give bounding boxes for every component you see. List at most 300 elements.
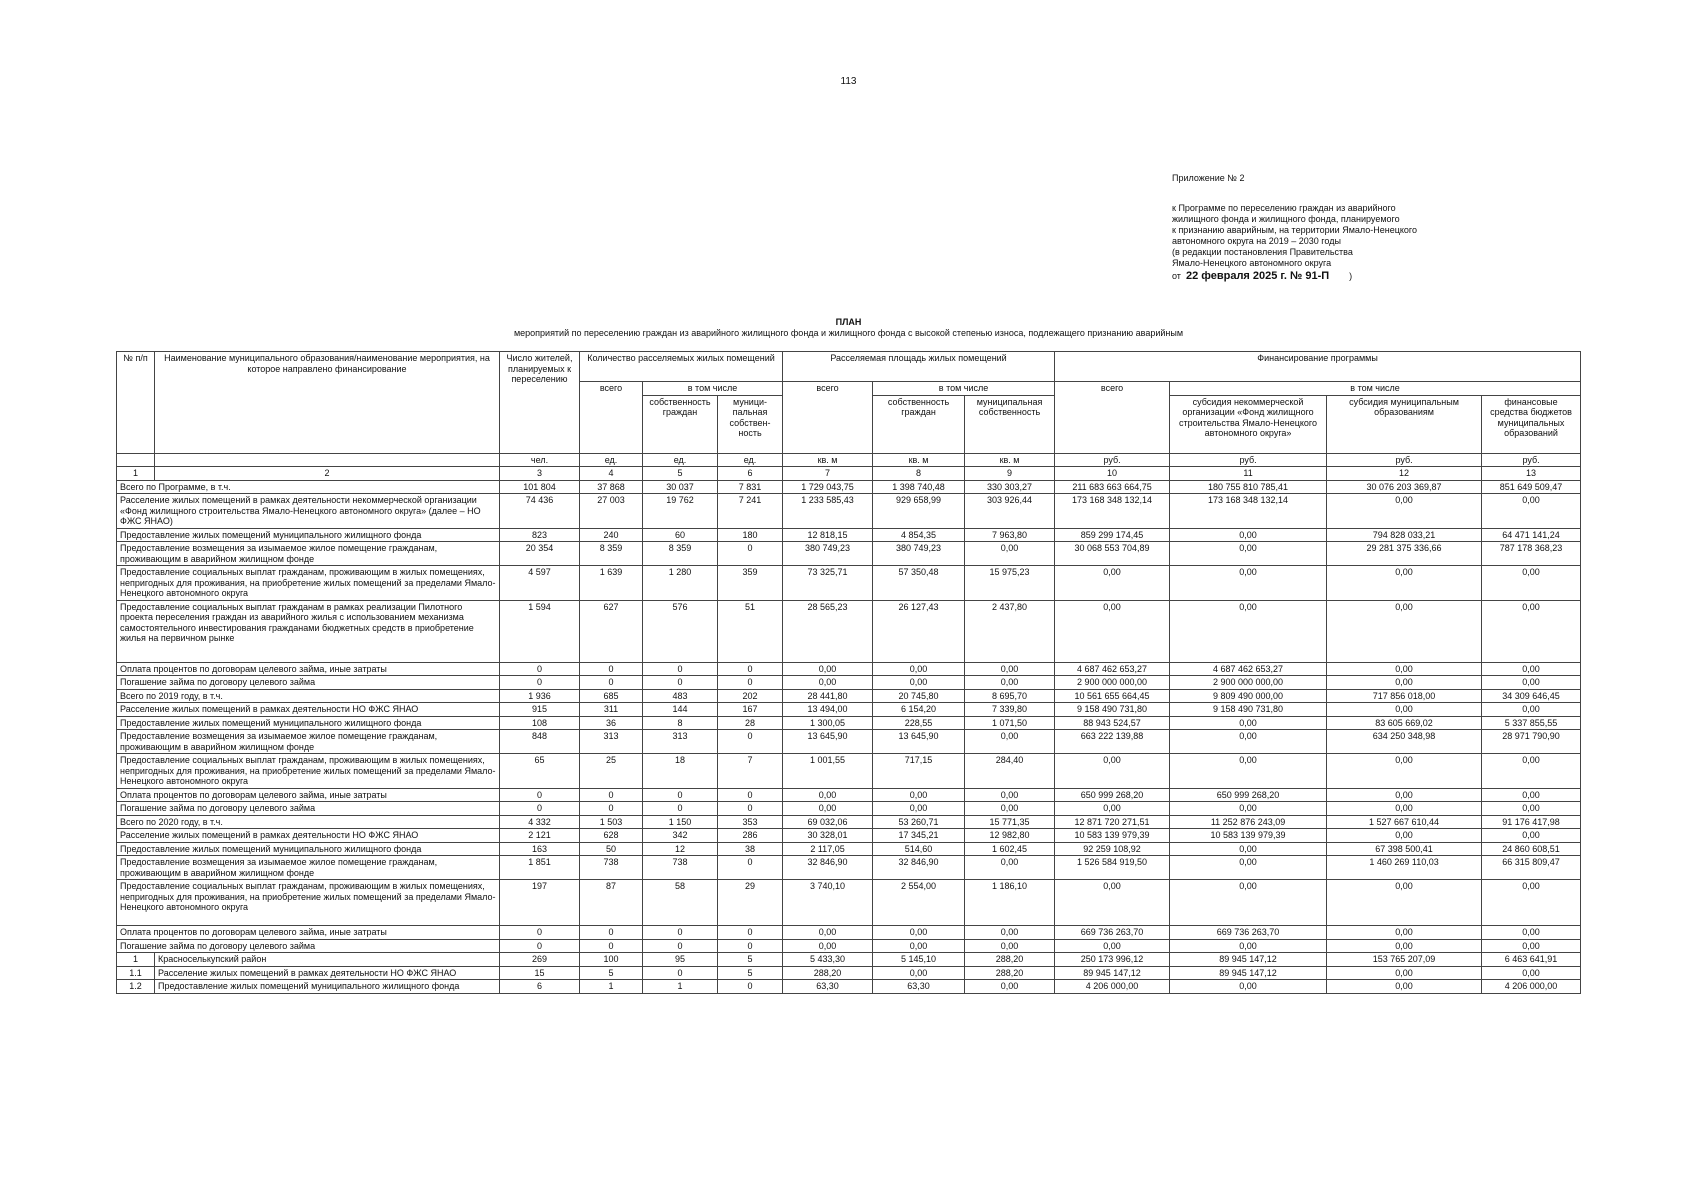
value-cell: 28 971 790,90	[1482, 730, 1581, 754]
header-finance-group: Финансирование программы	[1055, 352, 1581, 382]
header-area-group: Расселяемая площадь жилых помещений	[783, 352, 1055, 382]
page-number: 113	[840, 76, 857, 87]
value-cell: 0,00	[783, 926, 873, 940]
value-cell: 100	[580, 953, 643, 967]
value-cell: 29	[718, 880, 783, 926]
value-cell: 211 683 663 664,75	[1055, 480, 1170, 494]
date-value: 22 февраля 2025 г. № 91-П	[1185, 270, 1330, 282]
unit-cell: ед.	[643, 453, 718, 467]
value-cell: 359	[718, 566, 783, 601]
row-name: Предоставление возмещения за изымаемое жилое помещение гражданам, проживающим в аварийном жилищном фонде	[117, 542, 500, 566]
unit-cell: чел.	[500, 453, 580, 467]
table-row	[117, 730, 1581, 754]
value-cell: 5	[580, 966, 643, 980]
value-cell: 0	[718, 788, 783, 802]
unit-cell: руб.	[1482, 453, 1581, 467]
value-cell: 0,00	[1170, 528, 1327, 542]
unit-cell: кв. м	[873, 453, 965, 467]
value-cell: 0,00	[1170, 880, 1327, 926]
column-number-cell: 10	[1055, 467, 1170, 481]
row-name: Погашение займа по договору целевого займа	[117, 939, 500, 953]
value-cell: 0,00	[1327, 788, 1482, 802]
column-number-cell: 3	[500, 467, 580, 481]
value-cell: 2 117,05	[783, 842, 873, 856]
appendix-line: жилищного фонда и жилищного фонда, планируемого	[1172, 214, 1400, 224]
column-number-cell: 5	[643, 467, 718, 481]
header-premises-group: Количество расселяемых жилых помещений	[580, 352, 783, 382]
value-cell: 0	[580, 926, 643, 940]
value-cell: 0,00	[873, 802, 965, 816]
value-cell: 7 963,80	[965, 528, 1055, 542]
appendix-line: автономного округа на 2019 – 2030 годы	[1172, 236, 1341, 246]
value-cell: 10 583 139 979,39	[1055, 829, 1170, 843]
table-row	[117, 856, 1581, 880]
value-cell: 6 463 641,91	[1482, 953, 1581, 967]
value-cell: 11 252 876 243,09	[1170, 815, 1327, 829]
row-name: Предоставление жилых помещений муниципального жилищного фонда	[117, 528, 500, 542]
value-cell: 9 809 490 000,00	[1170, 689, 1327, 703]
table-row	[117, 980, 1581, 994]
header-subsidy-nko: субсидия некоммерческой организации «Фонд жилищного строительства Ямало-Ненецкого автономного округа»	[1170, 395, 1327, 453]
value-cell: 228,55	[873, 716, 965, 730]
header-area-citizens: собственность граждан	[873, 395, 965, 453]
value-cell: 95	[643, 953, 718, 967]
value-cell: 0,00	[783, 802, 873, 816]
value-cell: 0,00	[783, 662, 873, 676]
row-name: Погашение займа по договору целевого займа	[117, 802, 500, 816]
value-cell: 1 594	[500, 600, 580, 662]
table-row	[117, 480, 1581, 494]
appendix-line: к Программе по переселению граждан из аварийного	[1172, 203, 1396, 213]
value-cell: 173 168 348 132,14	[1170, 494, 1327, 529]
column-number-cell: 11	[1170, 467, 1327, 481]
value-cell: 0	[718, 802, 783, 816]
value-cell: 6	[500, 980, 580, 994]
row-name: Предоставление возмещения за изымаемое жилое помещение гражданам, проживающим в аварийном жилищном фонде	[117, 856, 500, 880]
value-cell: 0,00	[1327, 703, 1482, 717]
value-cell: 0	[718, 542, 783, 566]
value-cell: 0	[500, 939, 580, 953]
unit-cell: ед.	[718, 453, 783, 467]
value-cell: 380 749,23	[783, 542, 873, 566]
header-residents: Число жителей, планируемых к переселению	[500, 352, 580, 454]
column-number-cell: 2	[155, 467, 500, 481]
value-cell: 88 943 524,57	[1055, 716, 1170, 730]
value-cell: 0	[500, 926, 580, 940]
header-num: № п/п	[117, 352, 155, 454]
value-cell: 915	[500, 703, 580, 717]
value-cell: 180 755 810 785,41	[1170, 480, 1327, 494]
table-row	[117, 542, 1581, 566]
value-cell: 4 687 462 653,27	[1055, 662, 1170, 676]
table-row	[117, 939, 1581, 953]
value-cell: 0,00	[965, 856, 1055, 880]
value-cell: 29 281 375 336,66	[1327, 542, 1482, 566]
value-cell: 30 068 553 704,89	[1055, 542, 1170, 566]
value-cell: 4 206 000,00	[1055, 980, 1170, 994]
header-name: Наименование муниципального образования/наименование мероприятия, на которое направлено финансирование	[155, 352, 500, 454]
header-premises-total: всего	[580, 382, 643, 454]
value-cell: 0,00	[1327, 966, 1482, 980]
value-cell: 67 398 500,41	[1327, 842, 1482, 856]
value-cell: 0	[718, 662, 783, 676]
value-cell: 0	[643, 676, 718, 690]
appendix-block	[1172, 173, 1472, 282]
value-cell: 1 936	[500, 689, 580, 703]
value-cell: 3 740,10	[783, 880, 873, 926]
value-cell: 13 645,90	[783, 730, 873, 754]
value-cell: 50	[580, 842, 643, 856]
value-cell: 73 325,71	[783, 566, 873, 601]
value-cell: 4 206 000,00	[1482, 980, 1581, 994]
value-cell: 0,00	[783, 676, 873, 690]
value-cell: 669 736 263,70	[1055, 926, 1170, 940]
table-row	[117, 676, 1581, 690]
value-cell: 38	[718, 842, 783, 856]
value-cell: 669 736 263,70	[1170, 926, 1327, 940]
value-cell: 0,00	[1482, 788, 1581, 802]
value-cell: 738	[643, 856, 718, 880]
value-cell: 342	[643, 829, 718, 843]
value-cell: 1 851	[500, 856, 580, 880]
value-cell: 74 436	[500, 494, 580, 529]
value-cell: 18	[643, 754, 718, 789]
value-cell: 787 178 368,23	[1482, 542, 1581, 566]
value-cell: 859 299 174,45	[1055, 528, 1170, 542]
plan-table	[116, 351, 1581, 994]
value-cell: 794 828 033,21	[1327, 528, 1482, 542]
value-cell: 30 076 203 369,87	[1327, 480, 1482, 494]
value-cell: 9 158 490 731,80	[1055, 703, 1170, 717]
value-cell: 24 860 608,51	[1482, 842, 1581, 856]
table-row	[117, 880, 1581, 926]
value-cell: 311	[580, 703, 643, 717]
value-cell: 0	[643, 788, 718, 802]
row-name: Расселение жилых помещений в рамках деятельности НО ФЖС ЯНАО	[117, 829, 500, 843]
value-cell: 380 749,23	[873, 542, 965, 566]
value-cell: 28	[718, 716, 783, 730]
value-cell: 0,00	[1170, 842, 1327, 856]
appendix-line: Ямало-Ненецкого автономного округа	[1172, 258, 1332, 268]
value-cell: 0,00	[1482, 566, 1581, 601]
value-cell: 0	[718, 856, 783, 880]
value-cell: 0,00	[1327, 802, 1482, 816]
value-cell: 1 460 269 110,03	[1327, 856, 1482, 880]
value-cell: 628	[580, 829, 643, 843]
value-cell: 92 259 108,92	[1055, 842, 1170, 856]
value-cell: 180	[718, 528, 783, 542]
value-cell: 0,00	[783, 788, 873, 802]
value-cell: 0,00	[1055, 939, 1170, 953]
value-cell: 12 818,15	[783, 528, 873, 542]
header-finance-including: в том числе	[1170, 382, 1581, 396]
value-cell: 0,00	[1327, 880, 1482, 926]
row-name: Оплата процентов по договорам целевого займа, иные затраты	[117, 788, 500, 802]
value-cell: 738	[580, 856, 643, 880]
value-cell: 7 339,80	[965, 703, 1055, 717]
value-cell: 1 001,55	[783, 754, 873, 789]
value-cell: 1 602,45	[965, 842, 1055, 856]
value-cell: 0,00	[1482, 966, 1581, 980]
value-cell: 286	[718, 829, 783, 843]
value-cell: 58	[643, 880, 718, 926]
value-cell: 0	[580, 939, 643, 953]
value-cell: 0	[643, 926, 718, 940]
value-cell: 0,00	[965, 730, 1055, 754]
row-name: Предоставление социальных выплат гражданам, проживающим в жилых помещениях, непригодных для проживания, на приобретение жилых помещений за пределами Ямало-Ненецкого автономного округа	[117, 880, 500, 926]
value-cell: 851 649 509,47	[1482, 480, 1581, 494]
value-cell: 0,00	[1482, 939, 1581, 953]
value-cell: 0,00	[1170, 600, 1327, 662]
value-cell: 0,00	[1170, 802, 1327, 816]
units-row	[117, 453, 1581, 467]
column-number-cell: 7	[783, 467, 873, 481]
value-cell: 650 999 268,20	[1055, 788, 1170, 802]
value-cell: 15 975,23	[965, 566, 1055, 601]
value-cell: 0,00	[1170, 856, 1327, 880]
value-cell: 0	[500, 788, 580, 802]
table-row	[117, 716, 1581, 730]
value-cell: 0,00	[873, 788, 965, 802]
value-cell: 634 250 348,98	[1327, 730, 1482, 754]
value-cell: 1	[643, 980, 718, 994]
value-cell: 0	[643, 802, 718, 816]
value-cell: 6 154,20	[873, 703, 965, 717]
unit-cell: руб.	[1055, 453, 1170, 467]
value-cell: 108	[500, 716, 580, 730]
value-cell: 288,20	[965, 953, 1055, 967]
value-cell: 1 280	[643, 566, 718, 601]
value-cell: 0,00	[965, 676, 1055, 690]
row-name: Предоставление жилых помещений муниципального жилищного фонда	[117, 842, 500, 856]
value-cell: 36	[580, 716, 643, 730]
value-cell: 0,00	[1170, 566, 1327, 601]
value-cell: 32 846,90	[783, 856, 873, 880]
value-cell: 0,00	[873, 939, 965, 953]
row-name: Предоставление социальных выплат гражданам, проживающим в жилых помещениях, непригодных для проживания, на приобретение жилых помещений за пределами Ямало-Ненецкого автономного округа	[117, 754, 500, 789]
value-cell: 1 186,10	[965, 880, 1055, 926]
value-cell: 167	[718, 703, 783, 717]
value-cell: 0	[718, 730, 783, 754]
value-cell: 1 503	[580, 815, 643, 829]
value-cell: 0	[643, 939, 718, 953]
value-cell: 0,00	[965, 788, 1055, 802]
table-row	[117, 662, 1581, 676]
header-premises-municipal: муници-пальная собствен-ность	[718, 395, 783, 453]
value-cell: 4 597	[500, 566, 580, 601]
value-cell: 2 554,00	[873, 880, 965, 926]
value-cell: 313	[643, 730, 718, 754]
value-cell: 1 398 740,48	[873, 480, 965, 494]
value-cell: 7 831	[718, 480, 783, 494]
value-cell: 0,00	[1170, 980, 1327, 994]
value-cell: 20 354	[500, 542, 580, 566]
column-number-cell: 4	[580, 467, 643, 481]
table-row	[117, 829, 1581, 843]
value-cell: 28 565,23	[783, 600, 873, 662]
value-cell: 91 176 417,98	[1482, 815, 1581, 829]
value-cell: 7 241	[718, 494, 783, 529]
table-row	[117, 566, 1581, 601]
column-numbers-row	[117, 467, 1581, 481]
table-body	[117, 480, 1581, 993]
units-empty-cell	[117, 453, 155, 467]
value-cell: 10 583 139 979,39	[1170, 829, 1327, 843]
value-cell: 0,00	[1055, 802, 1170, 816]
value-cell: 0,00	[1327, 939, 1482, 953]
value-cell: 13 645,90	[873, 730, 965, 754]
value-cell: 5 145,10	[873, 953, 965, 967]
header-finance-total: всего	[1055, 382, 1170, 454]
value-cell: 0,00	[1055, 566, 1170, 601]
row-name: Оплата процентов по договорам целевого займа, иные затраты	[117, 926, 500, 940]
value-cell: 63,30	[873, 980, 965, 994]
value-cell: 0,00	[965, 980, 1055, 994]
value-cell: 0,00	[1482, 676, 1581, 690]
table-row	[117, 953, 1581, 967]
column-number-cell: 9	[965, 467, 1055, 481]
value-cell: 37 868	[580, 480, 643, 494]
value-cell: 2 900 000 000,00	[1170, 676, 1327, 690]
value-cell: 0	[580, 788, 643, 802]
value-cell: 0,00	[965, 939, 1055, 953]
value-cell: 0,00	[1482, 703, 1581, 717]
value-cell: 650 999 268,20	[1170, 788, 1327, 802]
date-prefix: от	[1172, 271, 1181, 281]
value-cell: 0,00	[1055, 600, 1170, 662]
value-cell: 4 332	[500, 815, 580, 829]
value-cell: 0,00	[783, 939, 873, 953]
value-cell: 0,00	[1327, 494, 1482, 529]
value-cell: 197	[500, 880, 580, 926]
header-mo-budget: финансовые средства бюджетов муниципальных образований	[1482, 395, 1581, 453]
value-cell: 13 494,00	[783, 703, 873, 717]
value-cell: 0,00	[1482, 926, 1581, 940]
value-cell: 576	[643, 600, 718, 662]
value-cell: 0	[643, 662, 718, 676]
table-row	[117, 815, 1581, 829]
value-cell: 0	[718, 676, 783, 690]
value-cell: 0,00	[1482, 829, 1581, 843]
value-cell: 0,00	[1327, 926, 1482, 940]
value-cell: 57 350,48	[873, 566, 965, 601]
row-name: Погашение займа по договору целевого займа	[117, 676, 500, 690]
row-index: 1.1	[117, 966, 155, 980]
table-row	[117, 703, 1581, 717]
value-cell: 1 150	[643, 815, 718, 829]
table-row	[117, 966, 1581, 980]
plan-heading	[0, 317, 1697, 339]
value-cell: 823	[500, 528, 580, 542]
row-name: Предоставление жилых помещений муниципального жилищного фонда	[117, 716, 500, 730]
header-premises-including: в том числе	[643, 382, 783, 396]
value-cell: 5	[718, 966, 783, 980]
value-cell: 0,00	[1482, 600, 1581, 662]
value-cell: 0	[580, 802, 643, 816]
value-cell: 627	[580, 600, 643, 662]
table-row	[117, 754, 1581, 789]
value-cell: 8	[643, 716, 718, 730]
column-number-cell: 8	[873, 467, 965, 481]
value-cell: 353	[718, 815, 783, 829]
value-cell: 0	[500, 802, 580, 816]
value-cell: 60	[643, 528, 718, 542]
value-cell: 4 687 462 653,27	[1170, 662, 1327, 676]
header-area-total: всего	[783, 382, 873, 454]
value-cell: 0,00	[1170, 730, 1327, 754]
value-cell: 144	[643, 703, 718, 717]
value-cell: 1 071,50	[965, 716, 1055, 730]
value-cell: 330 303,27	[965, 480, 1055, 494]
value-cell: 2 121	[500, 829, 580, 843]
appendix-title: Приложение № 2	[1172, 173, 1245, 183]
table-row	[117, 600, 1581, 662]
value-cell: 66 315 809,47	[1482, 856, 1581, 880]
value-cell: 0,00	[1482, 880, 1581, 926]
value-cell: 5 433,30	[783, 953, 873, 967]
value-cell: 1 527 667 610,44	[1327, 815, 1482, 829]
value-cell: 0,00	[1482, 494, 1581, 529]
row-name: Всего по Программе, в т.ч.	[117, 480, 500, 494]
table-row	[117, 528, 1581, 542]
value-cell: 89 945 147,12	[1170, 966, 1327, 980]
value-cell: 5	[718, 953, 783, 967]
table-row	[117, 802, 1581, 816]
value-cell: 101 804	[500, 480, 580, 494]
unit-cell: кв. м	[783, 453, 873, 467]
value-cell: 0,00	[1327, 600, 1482, 662]
row-name: Всего по 2019 году, в т.ч.	[117, 689, 500, 703]
value-cell: 2 437,80	[965, 600, 1055, 662]
value-cell: 0,00	[965, 662, 1055, 676]
table-row	[117, 842, 1581, 856]
row-name: Предоставление возмещения за изымаемое жилое помещение гражданам, проживающим в аварийном жилищном фонде	[117, 730, 500, 754]
value-cell: 202	[718, 689, 783, 703]
value-cell: 0	[580, 676, 643, 690]
date-suffix: )	[1349, 271, 1353, 281]
value-cell: 173 168 348 132,14	[1055, 494, 1170, 529]
appendix-date-line	[1172, 271, 1472, 282]
value-cell: 53 260,71	[873, 815, 965, 829]
value-cell: 1 729 043,75	[783, 480, 873, 494]
value-cell: 51	[718, 600, 783, 662]
value-cell: 303 926,44	[965, 494, 1055, 529]
value-cell: 717 856 018,00	[1327, 689, 1482, 703]
value-cell: 0,00	[1327, 829, 1482, 843]
value-cell: 0,00	[1055, 880, 1170, 926]
value-cell: 0,00	[965, 802, 1055, 816]
value-cell: 0	[500, 662, 580, 676]
value-cell: 30 037	[643, 480, 718, 494]
header-area-including: в том числе	[873, 382, 1055, 396]
row-name: Предоставление жилых помещений муниципального жилищного фонда	[155, 980, 500, 994]
row-name: Предоставление социальных выплат гражданам, проживающим в жилых помещениях, непригодных для проживания, на приобретение жилых помещений за пределами Ямало-Ненецкого автономного округа	[117, 566, 500, 601]
value-cell: 0	[718, 939, 783, 953]
column-number-cell: 12	[1327, 467, 1482, 481]
value-cell: 163	[500, 842, 580, 856]
value-cell: 83 605 669,02	[1327, 716, 1482, 730]
value-cell: 10 561 655 664,45	[1055, 689, 1170, 703]
value-cell: 284,40	[965, 754, 1055, 789]
value-cell: 685	[580, 689, 643, 703]
units-empty-cell	[155, 453, 500, 467]
value-cell: 9 158 490 731,80	[1170, 703, 1327, 717]
table-row	[117, 926, 1581, 940]
unit-cell: руб.	[1170, 453, 1327, 467]
appendix-line: (в редакции постановления Правительства	[1172, 247, 1353, 257]
value-cell: 25	[580, 754, 643, 789]
row-name: Расселение жилых помещений в рамках деятельности некоммерческой организации «Фонд жилищного строительства Ямало-Ненецкого автономного округа» (далее – НО ФЖС ЯНАО)	[117, 494, 500, 529]
